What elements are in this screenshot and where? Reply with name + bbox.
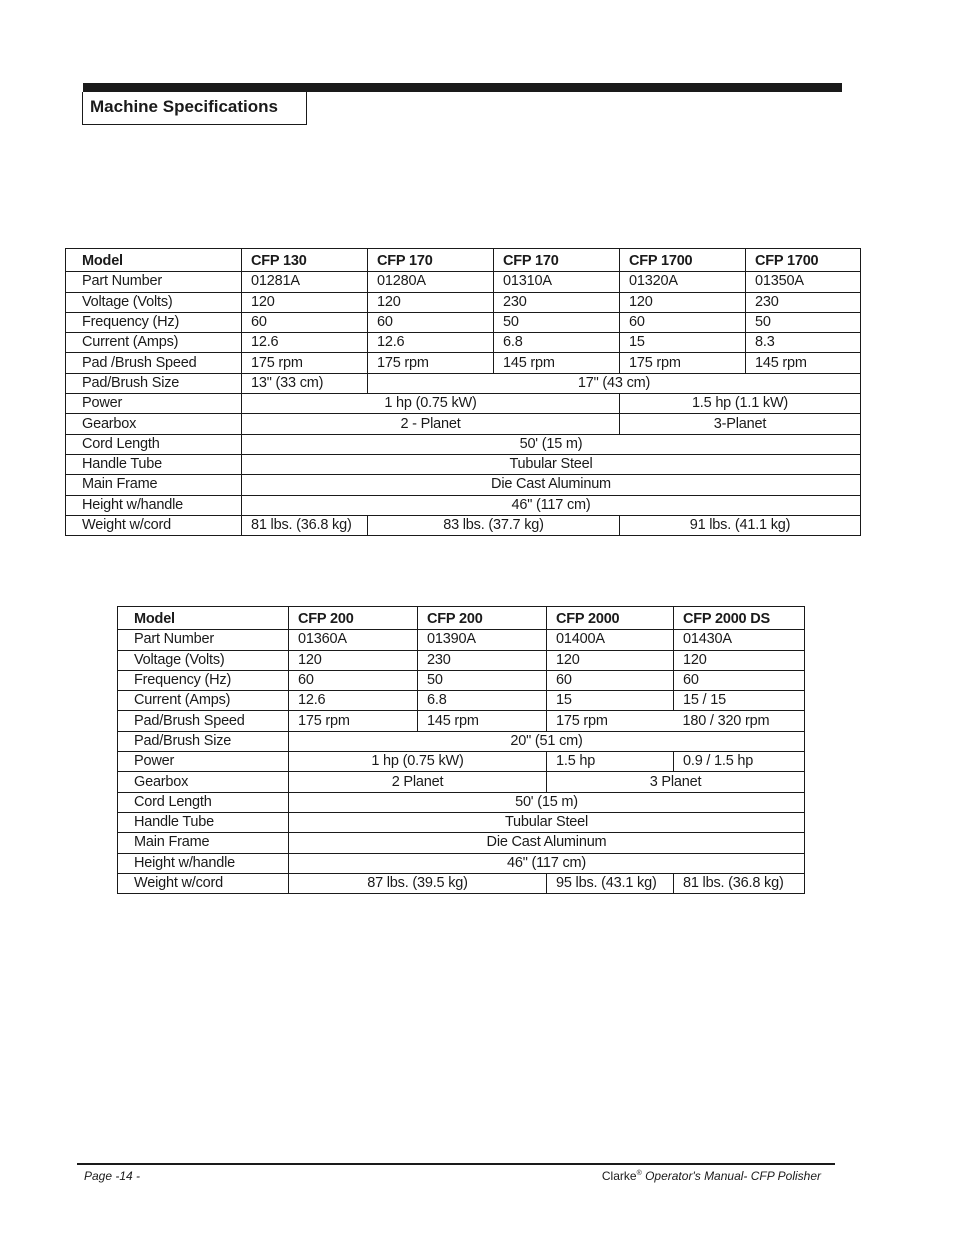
table-cell: 46" (117 cm) [289,853,805,873]
table-cell: 6.8 [418,691,547,711]
brand-name: Clarke [601,1169,637,1183]
row-label: Gearbox [118,772,289,792]
table-row [66,353,861,373]
table-cell: 83 lbs. (37.7 kg) [368,515,620,535]
table-cell: 145 rpm [746,353,861,373]
table-cell: 1.5 hp (1.1 kW) [620,394,861,414]
table-cell: 230 [418,650,547,670]
registered-mark: ® [636,1170,642,1177]
model-cell: CFP 200 [418,607,547,630]
table-row [66,292,861,312]
table-cell: 230 [494,292,620,312]
table-cell: Die Cast Aluminum [289,833,805,853]
table-row [66,333,861,353]
table-row [66,454,861,474]
row-label: Power [66,394,242,414]
table-cell: 01281A [242,272,368,292]
table-row [118,792,805,812]
table-cell: 60 [547,670,674,690]
row-label: Voltage (Volts) [66,292,242,312]
table-cell: 60 [242,312,368,332]
row-label: Main Frame [66,475,242,495]
model-cell: CFP 2000 [547,607,674,630]
model-cell: CFP 1700 [620,249,746,272]
table-cell: 12.6 [289,691,418,711]
table-cell: 50 [494,312,620,332]
row-label: Height w/handle [66,495,242,515]
manual-name: Operator's Manual- CFP Polisher [641,1169,821,1183]
row-label: Frequency (Hz) [118,670,289,690]
model-cell: CFP 170 [494,249,620,272]
table-cell: 120 [289,650,418,670]
table-cell: 12.6 [242,333,368,353]
table-cell: 50' (15 m) [289,792,805,812]
table-cell: 81 lbs. (36.8 kg) [674,873,805,893]
table-cell: 1.5 hp [547,752,674,772]
row-label: Power [118,752,289,772]
section-title-box [82,92,307,125]
row-label: Cord Length [118,792,289,812]
table-cell: 50 [418,670,547,690]
table-row [66,434,861,454]
table-cell: 12.6 [368,333,494,353]
row-label: Pad/Brush Size [66,373,242,393]
table-cell: 145 rpm [418,711,547,731]
table-row [118,691,805,711]
table-row [118,853,805,873]
table-row [118,650,805,670]
table-cell: 6.8 [494,333,620,353]
table-cell: 120 [674,650,805,670]
table-row [118,752,805,772]
table-cell: 15 / 15 [674,691,805,711]
table-row [118,670,805,690]
table-cell: 2 Planet [289,772,547,792]
table-row [66,495,861,515]
row-label: Part Number [66,272,242,292]
spec-table-1 [65,248,861,536]
table-cell: 01310A [494,272,620,292]
table-cell: 175 rpm [289,711,418,731]
model-cell: CFP 1700 [746,249,861,272]
table-cell: 01390A [418,630,547,650]
table-row [66,312,861,332]
table-cell: 120 [242,292,368,312]
table-cell: Tubular Steel [242,454,861,474]
table-row [118,812,805,832]
table-cell: 1 hp (0.75 kW) [242,394,620,414]
table-row [118,607,805,630]
row-label: Weight w/cord [118,873,289,893]
row-label: Handle Tube [66,454,242,474]
table-cell: 01360A [289,630,418,650]
table-cell: 20" (51 cm) [289,731,805,751]
table-cell: 60 [368,312,494,332]
row-label: Height w/handle [118,853,289,873]
table-cell: 175 rpm [368,353,494,373]
table-row [66,515,861,535]
row-label: Gearbox [66,414,242,434]
row-label: Pad /Brush Speed [66,353,242,373]
table-cell: 60 [620,312,746,332]
table-cell: 17" (43 cm) [368,373,861,393]
table-cell: 01430A [674,630,805,650]
row-label: Current (Amps) [118,691,289,711]
table-cell: 120 [547,650,674,670]
table-cell: 60 [289,670,418,690]
table-cell: 3 Planet [547,772,805,792]
table-cell: 15 [547,691,674,711]
table-cell: 60 [674,670,805,690]
page-title: Machine Specifications [90,97,278,116]
table-cell: 81 lbs. (36.8 kg) [242,515,368,535]
table-row [66,249,861,272]
table-cell: 120 [620,292,746,312]
table-cell: 8.3 [746,333,861,353]
table-cell: 145 rpm [494,353,620,373]
table-cell: 3-Planet [620,414,861,434]
table-cell: Tubular Steel [289,812,805,832]
row-label: Weight w/cord [66,515,242,535]
table-row [66,475,861,495]
table-cell: 91 lbs. (41.1 kg) [620,515,861,535]
footer-manual-title [602,1169,821,1183]
table-cell: 175 rpm [242,353,368,373]
table-row [118,630,805,650]
model-cell: CFP 130 [242,249,368,272]
model-cell: CFP 2000 DS [674,607,805,630]
row-label: Cord Length [66,434,242,454]
table-row [118,873,805,893]
header-rule [83,83,842,92]
model-cell: CFP 170 [368,249,494,272]
table-cell: 50' (15 m) [242,434,861,454]
row-label: Pad/Brush Size [118,731,289,751]
table-cell: 175 rpm [547,711,674,731]
table-row [118,731,805,751]
table-cell: 46" (117 cm) [242,495,861,515]
table-cell: 120 [368,292,494,312]
table-row [66,414,861,434]
row-label: Pad/Brush Speed [118,711,289,731]
table-cell: 13" (33 cm) [242,373,368,393]
table-cell: 87 lbs. (39.5 kg) [289,873,547,893]
row-label: Voltage (Volts) [118,650,289,670]
table-row [66,394,861,414]
page-number: Page -14 - [84,1169,141,1183]
row-label: Model [66,249,242,272]
table-cell: 180 / 320 rpm [674,711,805,731]
table-cell: 95 lbs. (43.1 kg) [547,873,674,893]
table-cell: 175 rpm [620,353,746,373]
table-cell: 01320A [620,272,746,292]
table-cell: 1 hp (0.75 kW) [289,752,547,772]
table-cell: 230 [746,292,861,312]
row-label: Frequency (Hz) [66,312,242,332]
row-label: Part Number [118,630,289,650]
table-row [66,373,861,393]
table-cell: 2 - Planet [242,414,620,434]
row-label: Model [118,607,289,630]
row-label: Handle Tube [118,812,289,832]
table-cell: 0.9 / 1.5 hp [674,752,805,772]
table-cell: Die Cast Aluminum [242,475,861,495]
table-cell: 01280A [368,272,494,292]
table-row [118,833,805,853]
model-cell: CFP 200 [289,607,418,630]
table-row [118,711,805,731]
footer-rule [77,1163,835,1165]
table-cell: 01350A [746,272,861,292]
table-cell: 15 [620,333,746,353]
spec-table-2 [117,606,805,894]
row-label: Current (Amps) [66,333,242,353]
row-label: Main Frame [118,833,289,853]
table-cell: 01400A [547,630,674,650]
table-row [66,272,861,292]
table-cell: 50 [746,312,861,332]
table-row [118,772,805,792]
